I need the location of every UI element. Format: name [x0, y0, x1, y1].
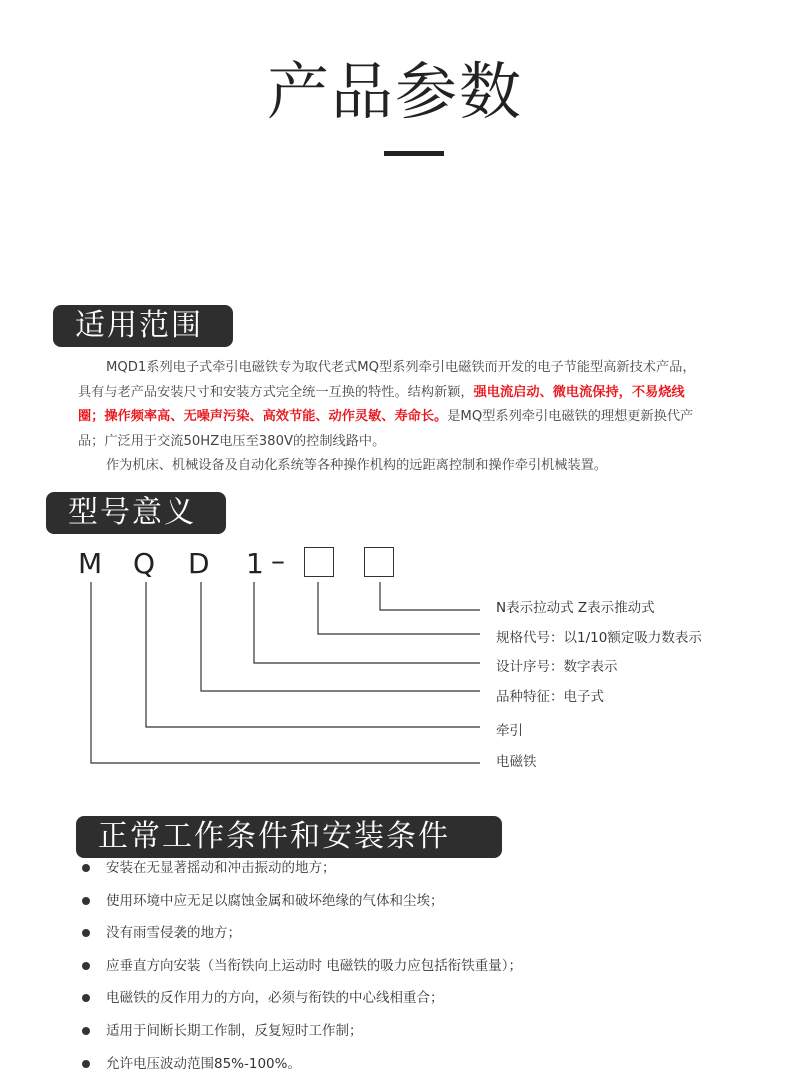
legend-label-feature: 品种特征：电子式	[496, 689, 604, 705]
section-title-model-meaning: 型号意义	[46, 492, 226, 534]
code-digit-1: 1	[246, 547, 264, 580]
title-underline	[384, 151, 444, 156]
bullet-icon	[82, 864, 90, 872]
bullet-icon	[82, 929, 90, 937]
application-text: 作为机床、机械设备及自动化系统等各种操作机构的远距离控制和操作牵引机械装置。	[106, 458, 608, 473]
list-item	[80, 954, 760, 987]
legend-line-feature	[201, 582, 480, 691]
legend-line-design	[254, 582, 480, 663]
list-item	[80, 856, 760, 889]
list-item-text: 应垂直方向安装（当衔铁向上运动时 电磁铁的吸力应包括衔铁重量）；	[106, 957, 523, 974]
legend-line-electromagnet	[91, 582, 480, 763]
legend-label-spec: 规格代号：以1/10额定吸力数表示	[496, 630, 702, 646]
list-item-text: 使用环境中应无足以腐蚀金属和破坏绝缘的气体和尘埃；	[106, 892, 444, 909]
highlight-features: 强电流启动、微电流保持，不易烧线圈；操作频率高、无噪声污染、高效节能、动作灵敏、寿命长。	[78, 384, 685, 424]
bullet-icon	[82, 1027, 90, 1035]
legend-line-type	[380, 582, 480, 610]
list-item	[80, 986, 760, 1019]
code-dash: –	[271, 544, 285, 577]
list-item-text: 没有雨雪侵袭的地方；	[106, 925, 241, 942]
legend-label-type: N表示拉动式 Z表示推动式	[496, 600, 655, 616]
section-title-working-conditions: 正常工作条件和安装条件	[76, 816, 502, 858]
application-paragraph	[78, 454, 708, 479]
description-text-end: 是MQ型系列牵引电磁铁的理想更新换代产品；广泛用于交流50HZ电压至380V的控制线路中。	[78, 409, 694, 449]
legend-line-traction	[146, 582, 480, 727]
page-title: 产品参数	[266, 55, 523, 128]
legend-label-design: 设计序号：数字表示	[496, 659, 618, 675]
list-item-text: 允许电压波动范围85%-100%。	[106, 1055, 301, 1072]
bullet-icon	[82, 994, 90, 1002]
legend-label-electromagnet: 电磁铁	[496, 754, 537, 770]
legend-label-traction: 牵引	[496, 723, 523, 739]
bullet-icon	[82, 897, 90, 905]
code-letter-d: D	[188, 547, 210, 580]
list-item	[80, 889, 760, 922]
conditions-list	[80, 856, 760, 1084]
list-item	[80, 1019, 760, 1052]
list-item-text: 安装在无显著摇动和冲击振动的地方；	[106, 860, 336, 876]
code-letter-m: M	[78, 547, 103, 580]
section-title-applicable-range: 适用范围	[53, 305, 233, 347]
list-item-text: 电磁铁的反作用力的方向，必须与衔铁的中心线相重合；	[106, 990, 444, 1007]
code-box-type	[364, 547, 394, 577]
code-box-spec	[304, 547, 334, 577]
list-item-text: 适用于间断长期工作制，反复短时工作制；	[106, 1022, 363, 1039]
description-text: MQD1系列电子式牵引电磁铁专为取代老式MQ型系列牵引电磁铁而开发的电子节能型高新技术产品，具有与老产品安装尺寸和安装方式完全统一互换的特性。结构新颖，	[78, 360, 696, 400]
description-paragraph	[78, 356, 708, 454]
bullet-icon	[82, 962, 90, 970]
bullet-icon	[82, 1060, 90, 1068]
code-letter-q: Q	[133, 547, 156, 580]
list-item	[80, 921, 760, 954]
legend-line-spec	[318, 582, 480, 634]
list-item	[80, 1052, 760, 1085]
